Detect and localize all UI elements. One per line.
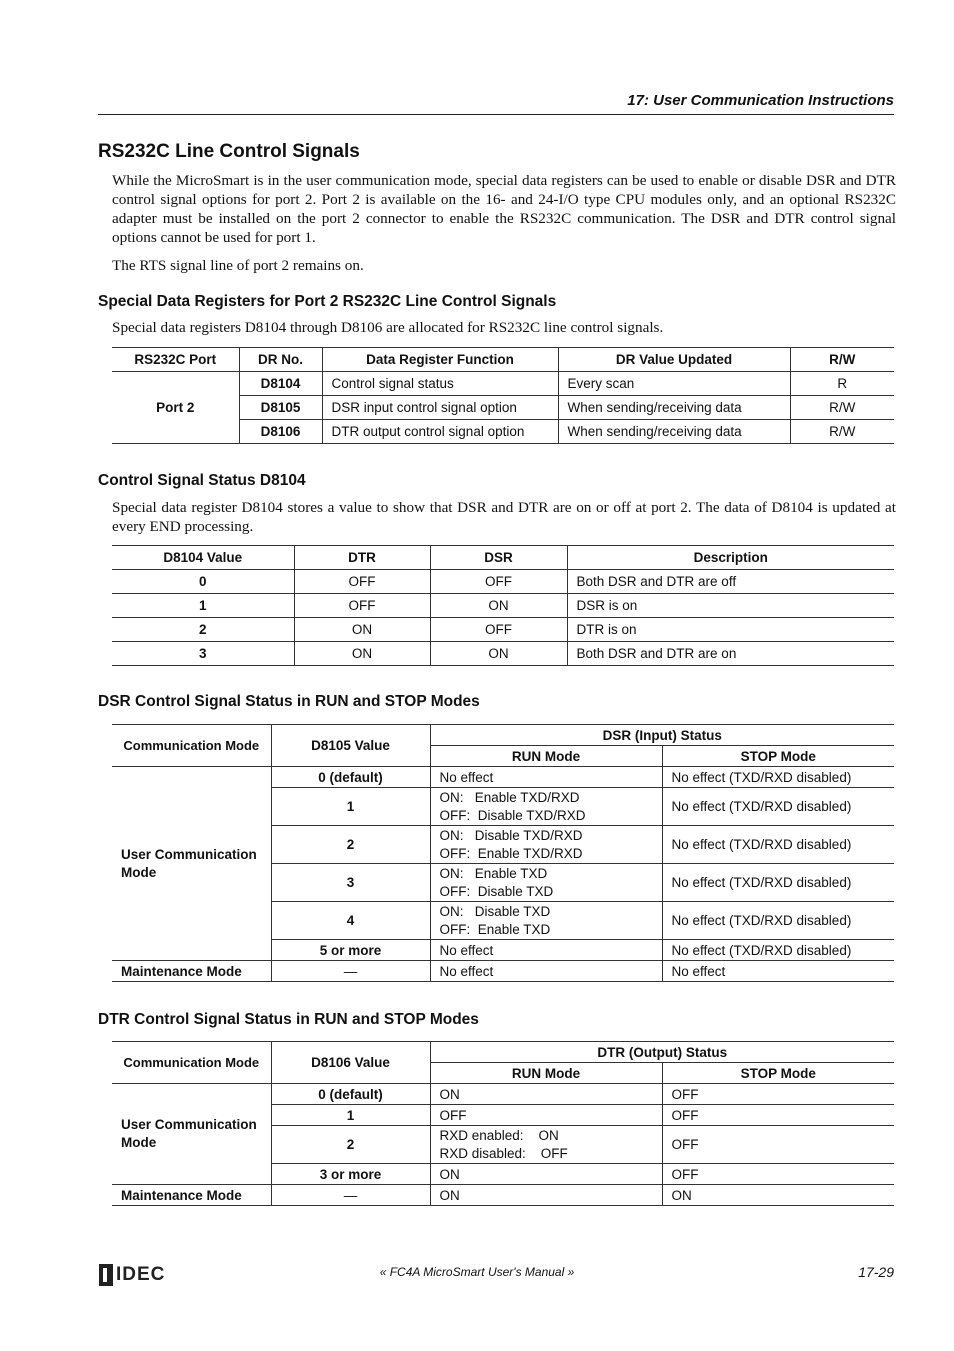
status-d8104-text: Special data register D8104 stores a value to show that DSR and DTR are on or off at port 2. The data of D8104 is updated at every END processing. bbox=[112, 499, 896, 535]
cell: DSR is on bbox=[567, 594, 894, 618]
cell: 0 (default) bbox=[271, 767, 430, 788]
cell: — bbox=[271, 961, 430, 982]
cell: ON bbox=[430, 594, 567, 618]
cell: OFF bbox=[430, 618, 567, 642]
section-title: RS232C Line Control Signals bbox=[98, 141, 360, 162]
cell: OFF bbox=[430, 570, 567, 594]
port-cell: Port 2 bbox=[112, 372, 239, 444]
cell bbox=[430, 788, 662, 826]
special-registers-text: Special data registers D8104 through D8106 are allocated for RS232C line control signals. bbox=[112, 319, 664, 336]
cell: R/W bbox=[790, 420, 894, 444]
cell: OFF bbox=[294, 570, 430, 594]
cell: No effect (TXD/RXD disabled) bbox=[662, 788, 894, 826]
col-header: DR No. bbox=[239, 348, 322, 372]
cell: OFF bbox=[662, 1105, 894, 1126]
cell: When sending/receiving data bbox=[558, 396, 790, 420]
cell: No effect (TXD/RXD disabled) bbox=[662, 767, 894, 788]
col-header: RS232C Port bbox=[112, 348, 239, 372]
dtr-modes-table bbox=[112, 1041, 894, 1206]
cell: 0 bbox=[112, 570, 294, 594]
cell bbox=[430, 1126, 662, 1164]
run-line: OFF: Enable TXD bbox=[439, 921, 551, 937]
cell: OFF bbox=[294, 594, 430, 618]
run-line: OFF: Disable TXD/RXD bbox=[439, 807, 586, 823]
dtr-modes-title: DTR Control Signal Status in RUN and STOP Modes bbox=[98, 1011, 479, 1028]
cell: When sending/receiving data bbox=[558, 420, 790, 444]
rts-note: The RTS signal line of port 2 remains on. bbox=[112, 257, 364, 274]
table-row bbox=[112, 618, 894, 642]
value-header: D8106 Value bbox=[271, 1042, 430, 1084]
col-header: Data Register Function bbox=[322, 348, 558, 372]
status-d8104-table bbox=[112, 545, 894, 666]
table-row bbox=[112, 767, 894, 788]
table-row bbox=[112, 570, 894, 594]
cell: No effect (TXD/RXD disabled) bbox=[662, 864, 894, 902]
col-header: DTR bbox=[294, 546, 430, 570]
cell: 5 or more bbox=[271, 940, 430, 961]
table-row bbox=[112, 642, 894, 666]
cell: ON bbox=[430, 1185, 662, 1206]
cell: 0 (default) bbox=[271, 1084, 430, 1105]
cell bbox=[430, 826, 662, 864]
maintenance-mode-cell: Maintenance Mode bbox=[112, 961, 271, 982]
manual-title: « FC4A MicroSmart User's Manual » bbox=[379, 1265, 575, 1279]
run-line: RXD disabled: OFF bbox=[439, 1145, 568, 1161]
cell: D8105 bbox=[239, 396, 322, 420]
cell: ON bbox=[294, 618, 430, 642]
cell: Control signal status bbox=[322, 372, 558, 396]
stop-header: STOP Mode bbox=[662, 1063, 894, 1084]
cell: 1 bbox=[271, 1105, 430, 1126]
col-header: R/W bbox=[790, 348, 894, 372]
cell: No effect (TXD/RXD disabled) bbox=[662, 940, 894, 961]
cell: No effect (TXD/RXD disabled) bbox=[662, 902, 894, 940]
col-header: DR Value Updated bbox=[558, 348, 790, 372]
dsr-modes-title: DSR Control Signal Status in RUN and STOP Modes bbox=[98, 693, 480, 710]
cell: OFF bbox=[430, 1105, 662, 1126]
special-registers-title: Special Data Registers for Port 2 RS232C Line Control Signals bbox=[98, 293, 557, 310]
cell: DTR is on bbox=[567, 618, 894, 642]
cell: — bbox=[271, 1185, 430, 1206]
cell: ON bbox=[430, 642, 567, 666]
status-d8104-title: Control Signal Status D8104 bbox=[98, 472, 306, 489]
status-header: DTR (Output) Status bbox=[430, 1042, 894, 1063]
comm-mode-header: Communication Mode bbox=[112, 1042, 271, 1084]
header-rule bbox=[98, 114, 894, 115]
cell bbox=[430, 864, 662, 902]
stop-header: STOP Mode bbox=[662, 746, 894, 767]
cell: D8106 bbox=[239, 420, 322, 444]
idec-logo-text: IDEC bbox=[116, 1264, 166, 1285]
cell: R bbox=[790, 372, 894, 396]
special-registers-table bbox=[112, 347, 894, 444]
cell: ON bbox=[430, 1164, 662, 1185]
cell: No effect bbox=[430, 961, 662, 982]
maintenance-mode-cell: Maintenance Mode bbox=[112, 1185, 271, 1206]
run-line: ON: Disable TXD/RXD bbox=[439, 827, 583, 843]
cell: OFF bbox=[662, 1164, 894, 1185]
run-line: OFF: Disable TXD bbox=[439, 883, 554, 899]
intro-paragraph: While the MicroSmart is in the user communication mode, special data registers can be used to enable or disable DSR and DTR control signal options for port 2. Port 2 is available on the 16- and 24-I/O type CPU modules only, and an optional RS232C adapter must be installed on the port 2 connector to enable the RS232C communication. The DSR and DTR control signal options cannot be used for port 1. bbox=[112, 172, 896, 246]
col-header: Description bbox=[567, 546, 894, 570]
run-header: RUN Mode bbox=[430, 746, 662, 767]
table-row bbox=[112, 594, 894, 618]
cell: DSR input control signal option bbox=[322, 396, 558, 420]
cell: No effect bbox=[430, 767, 662, 788]
chapter-header: 17: User Communication Instructions bbox=[627, 92, 894, 109]
cell: 2 bbox=[271, 1126, 430, 1164]
table-row bbox=[112, 372, 894, 396]
cell: No effect bbox=[430, 940, 662, 961]
run-line: ON: Disable TXD bbox=[439, 903, 551, 919]
cell: 2 bbox=[271, 826, 430, 864]
cell: R/W bbox=[790, 396, 894, 420]
cell: 3 bbox=[112, 642, 294, 666]
cell: DTR output control signal option bbox=[322, 420, 558, 444]
cell: 3 or more bbox=[271, 1164, 430, 1185]
cell: No effect (TXD/RXD disabled) bbox=[662, 826, 894, 864]
cell: 1 bbox=[112, 594, 294, 618]
run-line: ON: Enable TXD/RXD bbox=[439, 789, 580, 805]
cell: Both DSR and DTR are on bbox=[567, 642, 894, 666]
run-line: RXD enabled: ON bbox=[439, 1127, 559, 1143]
cell: OFF bbox=[662, 1084, 894, 1105]
cell bbox=[430, 902, 662, 940]
run-line: ON: Enable TXD bbox=[439, 865, 548, 881]
cell: ON bbox=[294, 642, 430, 666]
user-mode-cell: User Communication Mode bbox=[112, 1084, 271, 1185]
col-header: DSR bbox=[430, 546, 567, 570]
run-header: RUN Mode bbox=[430, 1063, 662, 1084]
cell: No effect bbox=[662, 961, 894, 982]
cell: D8104 bbox=[239, 372, 322, 396]
run-line: OFF: Enable TXD/RXD bbox=[439, 845, 583, 861]
page-number: 17-29 bbox=[858, 1264, 894, 1280]
cell: ON bbox=[430, 1084, 662, 1105]
table-row bbox=[112, 961, 894, 982]
value-header: D8105 Value bbox=[271, 725, 430, 767]
cell: OFF bbox=[662, 1126, 894, 1164]
comm-mode-header: Communication Mode bbox=[112, 725, 271, 767]
cell: ON bbox=[662, 1185, 894, 1206]
table-row bbox=[112, 1185, 894, 1206]
status-header: DSR (Input) Status bbox=[430, 725, 894, 746]
table-row bbox=[112, 1084, 894, 1105]
cell: 4 bbox=[271, 902, 430, 940]
cell: 2 bbox=[112, 618, 294, 642]
cell: Every scan bbox=[558, 372, 790, 396]
user-mode-cell: User Communication Mode bbox=[112, 767, 271, 961]
dsr-modes-table bbox=[112, 724, 894, 982]
cell: 1 bbox=[271, 788, 430, 826]
cell: Both DSR and DTR are off bbox=[567, 570, 894, 594]
cell: 3 bbox=[271, 864, 430, 902]
col-header: D8104 Value bbox=[112, 546, 294, 570]
